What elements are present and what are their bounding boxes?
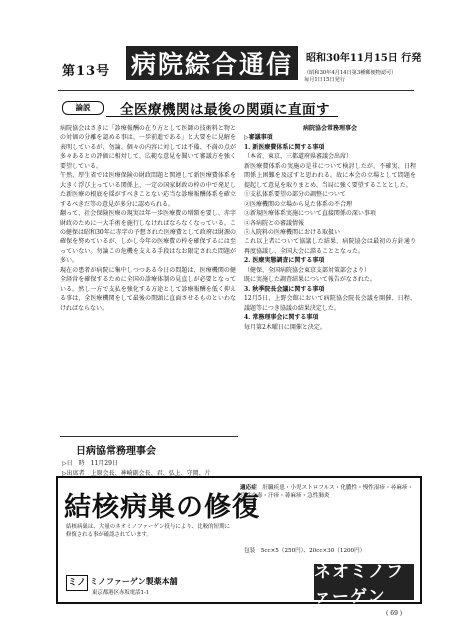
meeting-divider — [60, 436, 238, 437]
article-paragraph: 翻って、社会保険医療の現実は年一歩医療費の増額を要し、赤字財政のために一大手術を施行しなければならなくなっている。この健保は昭和30年に赤字の予想された医療費として政府は財源の確保を努めているが、しかし今年の医療費の枠を確保するには至っていない。勿論この危機を支える手段はなお限定された問題が多い。 — [60, 210, 236, 265]
agenda-text: 新医療費体系の実施の是非について検討したが、不確実、日程関係上困難を及ぼすと思われる。故に本会の立場として問題を提起して意見を取りまとめ、当局に強く要望することとした。 — [244, 162, 416, 189]
agenda-note: （本省、東京、三都道府県審議会出席） — [244, 153, 353, 161]
agenda-point: ②医療機関の立場から見た体系の不合理 — [244, 200, 353, 208]
page-number: ( 69 ) — [386, 610, 403, 617]
masthead-title: 病院綜合通信 — [130, 50, 293, 79]
agenda-point: ③新規医療体系実施について直接関係の深い事項 — [244, 210, 376, 218]
meeting-attendees-value: 上原会長、神崎副会長、君、弘上、守岡、片 — [90, 470, 211, 477]
article-paragraph: 午然、厚生省では医療保険の財政問題と関連して新医療費体系を大きく浮び上っている関係上、一定の国家財政の枠の中で発足した新医療の根底を揺がすべきことない応当な診療報酬体系を確立するべきだ等の意見が多分に認められる。 — [60, 172, 236, 208]
ad-indications — [240, 484, 416, 501]
headline-underline — [106, 116, 338, 117]
ad-description: 結核病巣は、大量のネオミノファーゲン投与により、比較的短期に修復される事が確認されています。 — [66, 524, 230, 538]
meeting-date-label: 日 時 — [66, 460, 85, 467]
agenda-item: 4. 常務理事会に関する事項 — [244, 314, 319, 322]
agenda-heading: ▷審議事項 — [244, 134, 273, 142]
agenda-point: ④各病院との審議情報 — [244, 219, 305, 227]
agenda-item: 2. 医療実態調査に関する事項 — [244, 257, 325, 265]
meeting-date-value: 11月29日 — [90, 460, 118, 467]
agenda-item: 3. 秋季院長会議に関する事項 — [244, 285, 325, 293]
agenda-point: ①支払体系要望の部分の調整について — [244, 191, 346, 199]
agenda-text: 既に実施した調査結果について報告がなされた。 — [244, 276, 376, 284]
license-line: 毎月1日15日発行 — [304, 77, 346, 83]
meeting-date: ▷日 時 11月29日 — [62, 460, 118, 467]
article-headline: 全医療機関は最後の関頭に直面す — [120, 102, 330, 118]
issue-date: 昭和30年11月15日 行発 — [306, 53, 422, 64]
article-left-column — [60, 124, 236, 313]
article-right-column — [244, 124, 416, 332]
agenda-text: 12月5日、上野会館において病院協会院長会議を開催、日程、議題等につき協議の結果決定した。 — [244, 295, 416, 312]
right-column-heading: 病院協会常務理事会 — [302, 125, 357, 132]
ad-indications-text: 肝臓疾患・小児ストロフルス・化膿性・慢性湿疹・尋麻疹・急性中毒・汗疹・蕁麻疹・急性肺炎 — [240, 485, 414, 500]
ad-indications-label: 適応症 — [240, 485, 257, 491]
agenda-item: 1. 新医療費体系に関する事項 — [244, 143, 325, 151]
issue-number: 第13号 — [62, 64, 111, 79]
editorial-tag: 論説 — [62, 101, 104, 115]
maker-address: 東京都港区赤坂電話1-1 — [92, 590, 150, 596]
meeting-attendees: ▷出席者 上原会長、神崎副会長、君、弘上、守岡、片 — [62, 470, 211, 477]
masthead-title-banner — [126, 46, 298, 80]
meeting-title: 日病協常務理事会 — [76, 446, 156, 457]
license-note — [304, 70, 414, 84]
agenda-point: ⑤入院料の医療機関における取扱い — [244, 228, 341, 236]
product-name-banner: ネオミノファーゲン — [314, 564, 414, 600]
article-paragraph: 病院協会はさきに「診療報酬の在り方として医師の技術料と物との対価の分離を認める事は、一歩前進である」と大要をに見解を表明しているが、勿論、個々の内容に対しては不備、不満の点が多々あるとの評価に相対して、広範な意見を聞いて審議方を強く要望している。 — [60, 125, 236, 170]
article-paragraph: 現在の患者が病院に集中しつつある今日の問題は、医療機関の健全経営を確保するために全国の診療体制の見直しが必要となっている。然し一方で支払を強化する方途として診療報酬を低く抑える事は、全医療機関をして最後の関頭に直面させるものといわなければならない。 — [60, 266, 236, 312]
masthead-divider — [58, 90, 414, 91]
agenda-text: これ以上者について協議した結果、病院協会は最初の方針通り再度協議し、全国大会に諮ることとなった。 — [244, 238, 416, 255]
agenda-note: （健保、全国病院協会東京支部対策部会より） — [244, 266, 371, 274]
ad-package: 包装 5cc×5（250円）、20cc×30（1200円） — [244, 548, 366, 554]
maker-logo: ミノ — [66, 575, 88, 591]
license-line: （昭和30年4月14日第3種郵便物認可） — [304, 70, 397, 76]
ad-title: 結核病巣の修復 — [64, 492, 260, 523]
meeting-attendees-label: 出席者 — [66, 470, 85, 477]
agenda-text: 毎月第2木曜日に開催と決定。 — [244, 323, 326, 331]
maker-name: ミノファーゲン製薬本舗 — [90, 576, 178, 586]
